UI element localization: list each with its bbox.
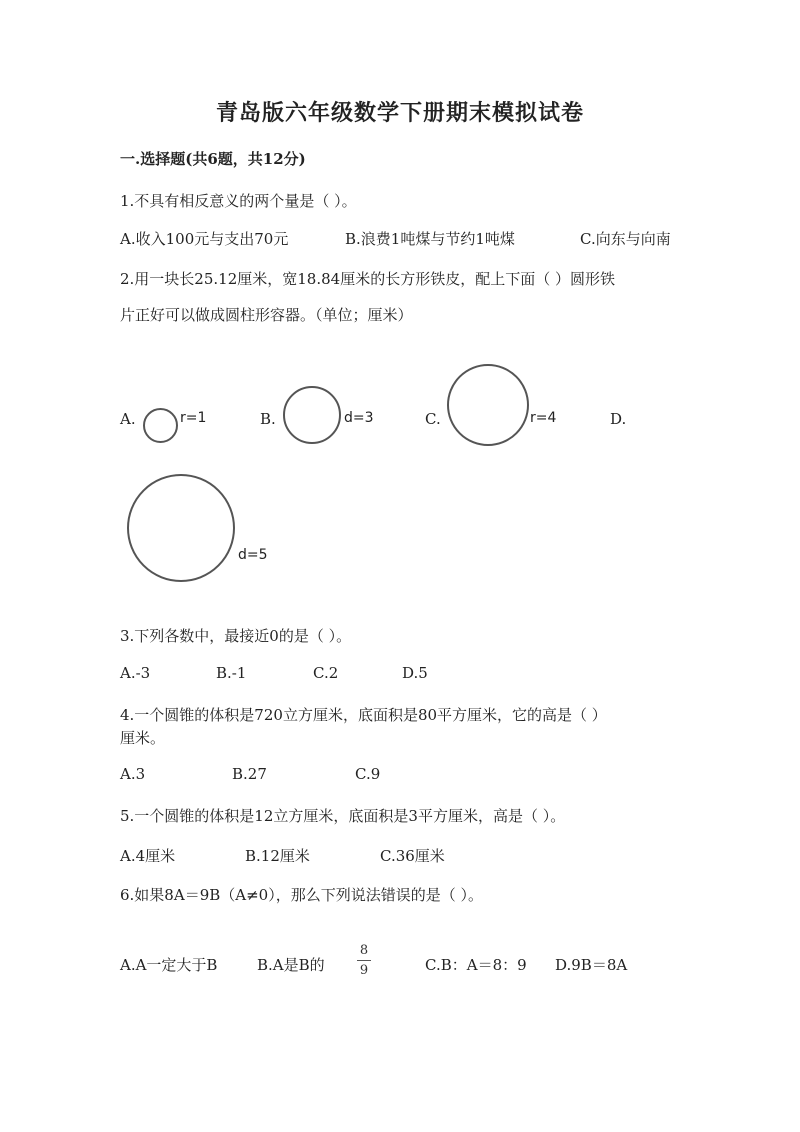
q3-option-d: D.5	[402, 664, 428, 682]
q5-option-b: B.12厘米	[245, 847, 310, 865]
q2-option-c-label: r=4	[530, 410, 557, 426]
question-2-line-2: 片正好可以做成圆柱形容器。（单位；厘米）	[120, 306, 413, 324]
q1-option-c: C.向东与向南	[580, 230, 671, 248]
fraction-denominator: 9	[359, 963, 369, 978]
fraction-eight-ninths	[356, 944, 372, 977]
q4-option-b: B.27	[232, 765, 267, 783]
q5-option-c: C.36厘米	[380, 847, 445, 865]
q2-option-b-letter: B.	[260, 410, 276, 428]
question-1: 1.不具有相反意义的两个量是（ ）。	[120, 192, 357, 210]
q2-option-d-label: d=5	[238, 547, 268, 563]
q6-option-b: B.A是B的	[257, 956, 325, 974]
question-4-line-2: 厘米。	[120, 729, 166, 747]
q6-option-a: A.A一定大于B	[120, 956, 218, 974]
fraction-numerator: 8	[359, 943, 369, 958]
q1-option-a: A.收入100元与支出70元	[120, 230, 289, 248]
q2-option-b-label: d=3	[344, 410, 374, 426]
q2-option-d-letter: D.	[610, 410, 627, 428]
page-title: 青岛版六年级数学下册期末模拟试卷	[215, 100, 584, 126]
question-4-line-1: 4.一个圆锥的体积是720立方厘米，底面积是80平方厘米，它的高是（ ）	[120, 706, 607, 724]
q5-option-a: A.4厘米	[120, 847, 176, 865]
question-5: 5.一个圆锥的体积是12立方厘米，底面积是3平方厘米，高是（ ）。	[120, 807, 566, 825]
q6-option-d: D.9B＝8A	[555, 956, 628, 974]
q6-option-c: C.B：A＝8：9	[425, 956, 527, 974]
circle-d3-figure	[283, 386, 341, 444]
circle-r4-figure	[447, 364, 529, 446]
fraction-bar	[357, 960, 371, 961]
section-heading: 一.选择题(共6题，共12分)	[120, 150, 306, 168]
circle-d5-figure	[127, 474, 235, 582]
q1-option-b: B.浪费1吨煤与节约1吨煤	[345, 230, 515, 248]
q2-option-c-letter: C.	[425, 410, 441, 428]
q3-option-c: C.2	[313, 664, 339, 682]
q3-option-a: A.-3	[120, 664, 151, 682]
q2-option-a-label: r=1	[180, 410, 207, 426]
q4-option-c: C.9	[355, 765, 381, 783]
question-2-line-1: 2.用一块长25.12厘米，宽18.84厘米的长方形铁皮，配上下面（ ）圆形铁	[120, 270, 615, 288]
question-3: 3.下列各数中，最接近0的是（ ）。	[120, 627, 352, 645]
circle-r1-figure	[143, 408, 178, 443]
q3-option-b: B.-1	[216, 664, 247, 682]
q2-option-a-letter: A.	[120, 410, 136, 428]
q4-option-a: A.3	[120, 765, 146, 783]
question-6: 6.如果8A＝9B（A≠0），那么下列说法错误的是（ ）。	[120, 886, 483, 904]
